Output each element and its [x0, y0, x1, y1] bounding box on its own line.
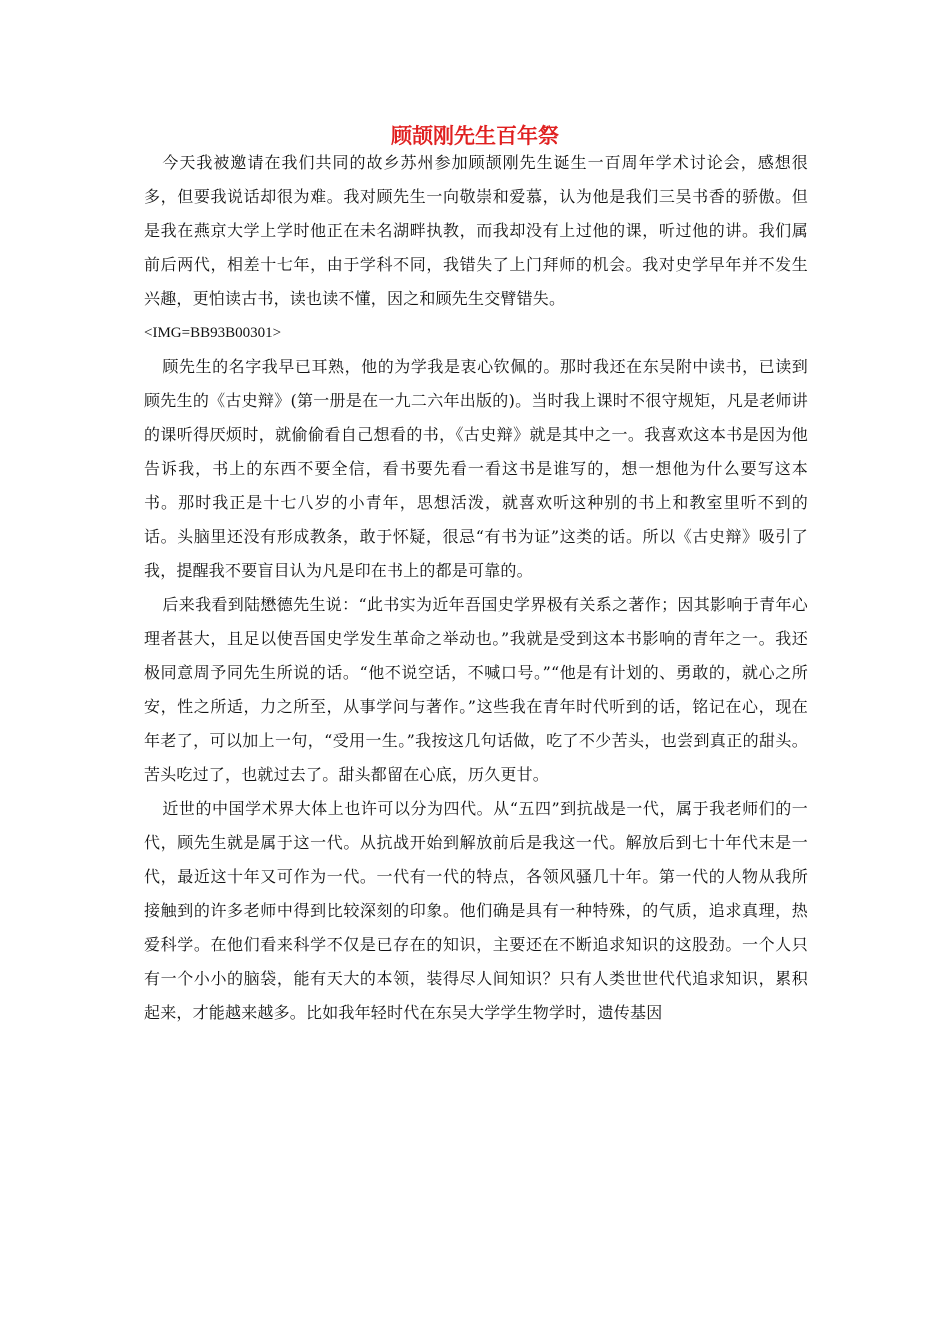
paragraph-2: 顾先生的名字我早已耳熟，他的为学我是衷心钦佩的。那时我还在东吴附中读书，已读到顾先生的《古史辩》(第一册是在一九二六年出版的)。当时我上课时不很守规矩，凡是老师讲的课听得厌烦时，就偷偷看自己想看的书，《古史辩》就是其中之一。我喜欢这本书是因为他告诉我，书上的东西不要全信，看书要先看一看这书是谁写的，想一想他为什么要写这本书。那时我正是十七八岁的小青年，思想活泼，就喜欢听这种别的书上和教室里听不到的话。头脑里还没有形成教条，敢于怀疑，很忌“有书为证”这类的话。所以《古史辩》吸引了我，提醒我不要盲目认为凡是印在书上的都是可靠的。 [144, 357, 808, 580]
paragraph-3: 后来我看到陆懋德先生说：“此书实为近年吾国史学界极有关系之著作；因其影响于青年心理者甚大，且足以使吾国史学发生革命之举动也。”我就是受到这本书影响的青年之一。我还极同意周予同先生所说的话。“他不说空话，不喊口号。”“他是有计划的、勇敢的，就心之所安，性之所适，力之所至，从事学问与著作。”这些我在青年时代听到的话，铭记在心，现在年老了，可以加上一句，“受用一生。”我按这几句话做，吃了不少苦头，也尝到真正的甜头。苦头吃过了，也就过去了。甜头都留在心底，历久更甘。 [144, 595, 808, 784]
paragraph-1: 今天我被邀请在我们共同的故乡苏州参加顾颉刚先生诞生一百周年学术讨论会，感想很多，但要我说话却很为难。我对顾先生一向敬崇和爱慕，认为他是我们三吴书香的骄傲。但是我在燕京大学上学时他正在未名湖畔执教，而我却没有上过他的课，听过他的讲。我们属前后两代，相差十七年，由于学科不同，我错失了上门拜师的机会。我对史学早年并不发生兴趣，更怕读古书，读也读不懂，因之和顾先生交臂错失。 [144, 153, 808, 308]
document-body [144, 146, 808, 1030]
image-placeholder-marker: <IMG=BB93B00301> [144, 325, 282, 341]
paragraph-4: 近世的中国学术界大体上也许可以分为四代。从“五四”到抗战是一代，属于我老师们的一代，顾先生就是属于这一代。从抗战开始到解放前后是我这一代。解放后到七十年代末是一代，最近这十年又可作为一代。一代有一代的特点，各领风骚几十年。第一代的人物从我所接触到的许多老师中得到比较深刻的印象。他们确是具有一种特殊，的气质，追求真理，热爱科学。在他们看来科学不仅是已存在的知识，主要还在不断追求知识的这股劲。一个人只有一个小小的脑袋，能有天大的本领，装得尽人间知识？只有人类世世代代追求知识，累积起来，才能越来越多。比如我年轻时代在东吴大学学生物学时，遗传基因 [144, 799, 808, 1022]
document-title: 顾颉刚先生百年祭 [391, 124, 559, 148]
